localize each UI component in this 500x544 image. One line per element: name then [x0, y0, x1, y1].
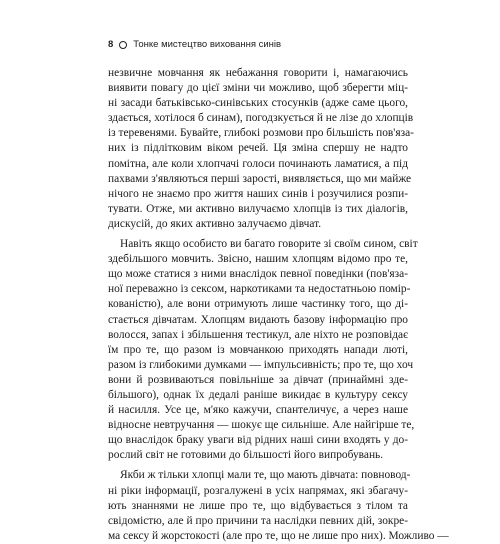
text-line: свідомістю, але й про причини та наслідки певних дій, зокре- [108, 514, 408, 527]
text-line: рослий світ не готовими до більшості його випробувань. [108, 449, 384, 462]
text-line: незвичне мовчання як небажання говорити і, намагаючись [108, 67, 408, 79]
text-line: тувати. Отже, ми активно вилучаємо хлопців із тих діалогів, [108, 202, 408, 215]
circle-ornament-icon [119, 41, 127, 49]
body-text [108, 66, 449, 544]
text-line: здається, хотілося б синам), погодзкується й не лізе до хлопців [108, 112, 414, 125]
text-line: що може статися з ними внаслідок певної поведінки (пов'яза- [108, 268, 408, 281]
text-line: них із підлітковим віком речей. Ця зміна спершу не надто [108, 142, 408, 155]
text-line: здебільшого мовчить. Звісно, нашим хлопцям відомо про те, [108, 253, 408, 266]
paragraph [108, 468, 449, 543]
text-line: помітна, але коли хлопчачі голоси починають ламатися, а під [108, 157, 408, 170]
book-title: Тонке мистецтво виховання синів [133, 39, 282, 50]
text-line: пахвами з'являються перші зарості, виявляється, що ми майже [108, 172, 412, 185]
text-line: й насилля. Усе це, м'яко кажучи, спантеличує, а через наше [108, 404, 408, 417]
text-line: ної переважно із сексом, наркотиками та недостатньою помір- [108, 283, 411, 296]
text-line: їм про те, що разом із мовчанкою приходять напади люті, [108, 343, 408, 356]
text-line: нічого не знаємо про життя наших синів і розучилися розпи- [108, 187, 408, 200]
text-line: виявити повагу до цієї зміни чи можливо, щоб зберегти міц- [108, 82, 408, 95]
running-header [108, 39, 281, 50]
text-line: більшого), однак їх дедалі раніше викидає в культуру сексу [108, 388, 408, 401]
text-line: ють знаннями не лише про те, що відбувається з тілом та [108, 499, 408, 512]
text-line: ні ріки інформації, розгалужені в усіх напрямах, які збагачу- [108, 484, 408, 497]
text-line: Якби ж тільки хлопці мали те, що мають дівчата: повновод- [120, 469, 411, 482]
text-line: вони й розвиваються повільніше за дівчат (принаймні зде- [108, 373, 408, 386]
text-line: ні засади батьківсько-синівських стосунків (адже саме цього, [108, 97, 408, 110]
text-line: дискусій, до яких активно залучаємо дівчат. [108, 217, 322, 230]
text-line: відносне невтручання — шокує ще сильніше. Але найгірше те, [108, 419, 415, 432]
text-line: стається дівчатам. Хлопцям видають базову інформацію про [108, 313, 408, 326]
paragraph [108, 237, 418, 463]
text-line: що внаслідок браку уваги від рідних наші сини входять у до- [108, 434, 408, 447]
text-line: кованістю), але вони отримують лише частинку того, що ді- [108, 298, 408, 311]
text-line: Навіть якщо особисто ви багато говорите зі своїм сином, світ [120, 238, 418, 251]
paragraph [108, 66, 414, 232]
text-line: разом із глибокими думками — імпульсивність; про те, що хоч [108, 358, 414, 371]
text-line: ма сексу й жорстокості (але про те, що не лише про них). Можливо — [108, 529, 449, 542]
page-number: 8 [108, 39, 114, 50]
text-line: із теревенями. Бувайте, глибокі розмови про більшість пов'яза- [108, 127, 414, 140]
text-line: волосся, запах і збільшення тестикул, але ніхто не розповідає [108, 328, 408, 341]
